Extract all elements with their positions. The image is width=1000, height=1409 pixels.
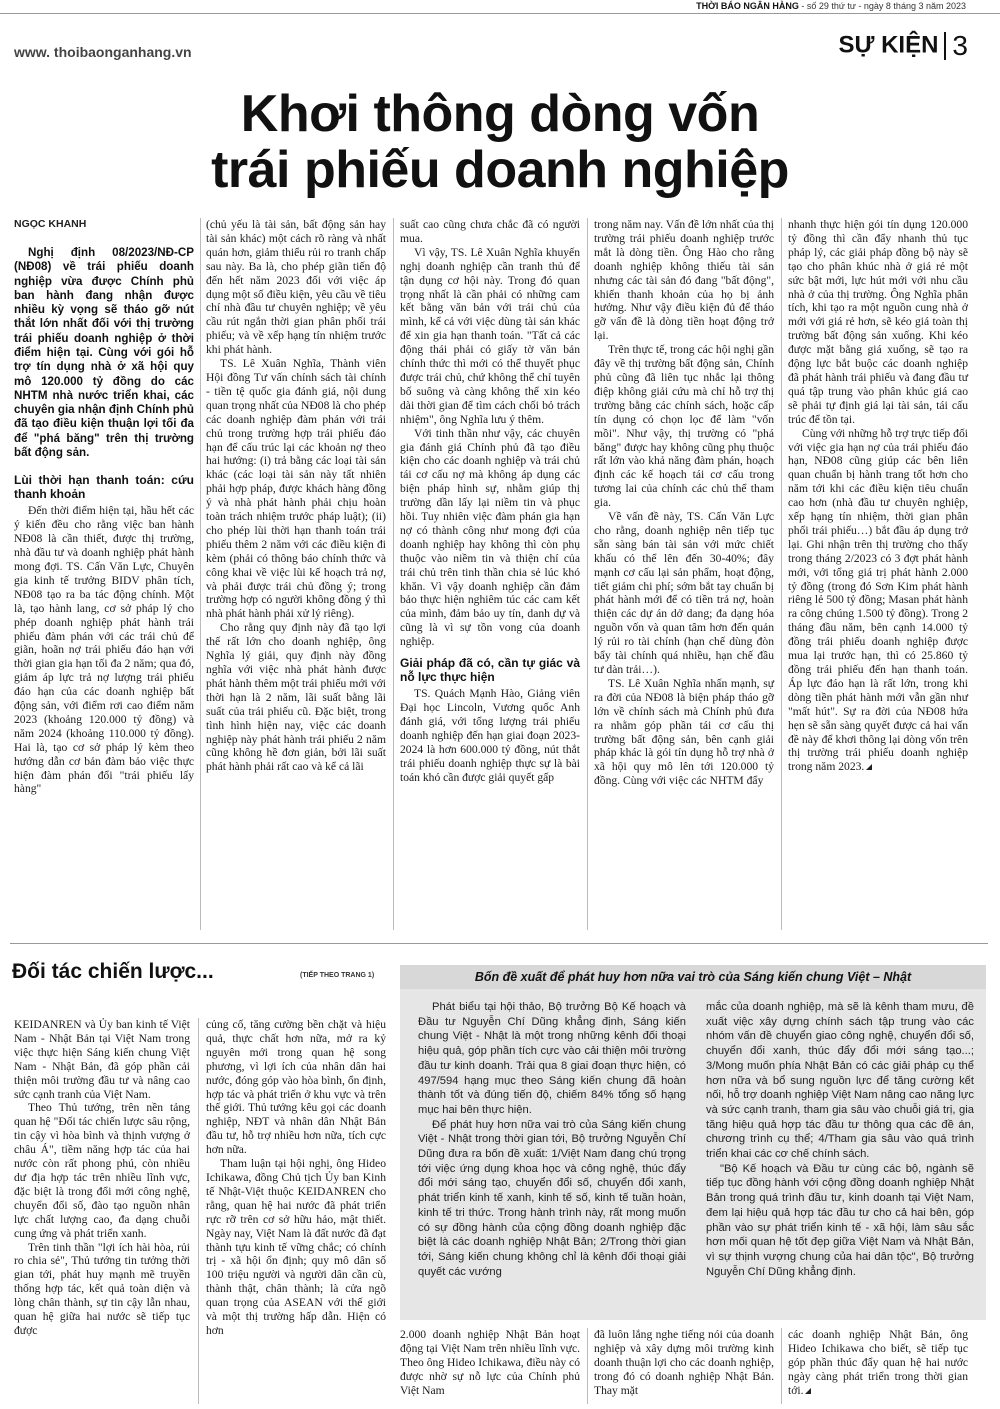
paragraph: suất cao cũng chưa chắc đã có người mua. <box>400 218 580 245</box>
paragraph: Cho rằng quy định này đã tạo lợi thế rất lớn cho doanh nghiệp, ông Nghĩa lý giải, quy định này đồng nghĩa với việc nhà phát hành được phát hành thêm một trái phiếu mới với thời hạn là 2 năm, lãi suất bằng lãi suất của trái phiếu cũ. Đặc biệt, trong tình hình hiện nay, việc các doanh nghiệp này phát hành trái phiếu 2 năm cũng không hề đơn giản, bởi lãi suất phát hành phải rất cao và kể cả lãi <box>206 621 386 774</box>
paragraph: Theo Thủ tướng, trên nền tảng quan hệ "Đối tác chiến lược sâu rộng, tin cậy vì hòa bình và thịnh vượng ở châu Á", tiềm năng hợp tác của hai nước còn rất phong phú, còn nhiều dư địa hợp tác trên nhiều lĩnh vực, đặc biệt là trong đổi mới công nghệ, chuyển đổi số, đào tạo nguồn nhân lực chất lượng cao, đa dạng chuỗi cung ứng và phát triển xanh. <box>14 1101 190 1240</box>
box-column-1 <box>418 1000 686 1279</box>
paragraph: Về vấn đề này, TS. Cấn Văn Lực cho rằng, doanh nghiệp nên tiếp tục sẵn sàng bán tài sản với mức chiết khấu có thể lên đến 30-40%; đây mạnh cơ cấu lại sản phẩm, hoạt động, tiết giảm chi phí; sớm bắt tay chuẩn bị phát hành mới để có tiền trả nợ, hoàn thiện các dự án dở dang; đa dạng hóa nguồn vốn và quan tâm hơn đến quản lý rủi ro tài chính (hạn chế dùng đòn bẩy tài chính quá nhiều, hạn chế đầu tư dàn trải…). <box>594 510 774 676</box>
paragraph: Tham luận tại hội nghị, ông Hideo Ichikawa, đồng Chủ tịch Ủy ban Kinh tế Nhật-Việt thuộc KEIDANREN cho rằng, quan hệ hai nước đã phát triển rực rỡ trên cơ sở hữu hảo, mật thiết. Ngày nay, Việt Nam là đất nước đã đạt thành tựu kinh tế vững chắc; có chính trị - xã hội ổn định; quy mô dân số 100 triệu người và người dân cần cù, thành thật, chân thành; là cửa ngõ quan trọng của ASEAN với thế giới và một thị trường hấp dẫn. Hiện có hơn <box>206 1157 386 1337</box>
publication-name: THỜI BÁO NGÂN HÀNG <box>696 1 799 11</box>
article-column-5 <box>788 218 968 774</box>
paragraph <box>788 427 968 775</box>
paragraph: mắc của doanh nghiệp, mà sẽ là kênh tham mưu, đề xuất việc xây dựng chính sách tập trung vào các nhóm vấn đề chuyển giao công nghệ, chuyển đổi số, chuyển đổi xanh, thúc đẩy đổi mới sáng tạo...; 3/Mong muốn phía Nhật Bản có các giải pháp cụ thể hơn nữa và bổ sung nguồn lực để tăng cường kết nối, hỗ trợ doanh nghiệp Việt Nam nâng cao năng lực và sức cạnh tranh, tham gia sâu vào chuỗi giá trị, gia tăng hiệu quả hợp tác đầu tư thông qua các đề án, chương trình cụ thể; 4/Tham gia sâu vào quá trình triển khai các cơ chế chính sách. <box>706 1001 974 1161</box>
paragraph: (chủ yếu là tài sản, bất động sản hay tài sản khác) một cách rõ ràng và nhất quán hơn, giảm thiểu rủi ro tranh chấp sau này. Ba là, cho phép giãn tiến độ đến hết năm 2023 đối với việc áp dụng một số điều kiện, yêu cầu về tiêu chí nhà đầu tư chuyên nghiệp; về yêu cầu rút ngắn thời gian phân phối trái phiếu; và về xếp hạng tín nhiệm trước khi phát hành. <box>206 218 386 357</box>
bottom-column-4 <box>594 1328 774 1398</box>
paragraph: Trên tinh thần "lợi ích hài hòa, rủi ro chia sẻ", Thủ tướng tin tưởng thời gian tới, phát huy mạnh mẽ truyền thống hợp tác, kết quả toàn diện và lòng chân thành, sự tin cậy lẫn nhau, quan hệ giữa hai nước sẽ tiếp tục được <box>14 1240 190 1337</box>
bottom-column-1 <box>14 1018 190 1338</box>
paragraph: củng cố, tăng cường bền chặt và hiệu quả, thực chất hơn nữa, mở ra kỷ nguyên mới trong quan hệ song phương, vì lợi ích của nhân dân hai nước, đóng góp vào hòa bình, ổn định, hợp tác và phát triển ở khu vực và trên thế giới. Thủ tướng kêu gọi các doanh nghiệp, NĐT và nhân dân Nhật Bản đầu tư, hỗ trợ nhiều hơn nữa, tích cực hơn nữa. <box>206 1018 386 1157</box>
end-triangle-icon <box>866 764 872 770</box>
paragraph: Phát biểu tại hội thảo, Bộ trưởng Bộ Kế hoạch và Đầu tư Nguyễn Chí Dũng khẳng định, Sáng kiến chung Việt - Nhật là một trong những kênh đối thoại hiệu quả, góp phần tích cực vào cải thiện môi trường đầu tư kinh doanh. Trải qua 8 giai đoạn thực hiện, có 497/594 hạng mục theo Sáng kiến chung đã hoàn thành tốt và đúng tiến độ, chiếm 84% tổng số hạng mục hai bên thực hiện. <box>418 1001 686 1116</box>
headline-line-1: Khơi thông dòng vốn <box>240 85 760 143</box>
bottom-column-5 <box>788 1328 968 1398</box>
column-rule <box>781 218 782 930</box>
continued-label: (TIẾP THEO TRANG 1) <box>300 972 375 979</box>
end-triangle-icon <box>805 1388 811 1394</box>
paragraph: Đến thời điểm hiện tại, hầu hết các ý kiến đều cho rằng việc ban hành NĐ08 là cần thiết, được thị trường, nhà đầu tư và doanh nghiệp phát hành mong đợi. TS. Cấn Văn Lực, Chuyên gia kinh tế trưởng BIDV phân tích, NĐ08 tạo ra ba tác động chính. Một là, tạo hành lang, cơ sở pháp lý cho phép doanh nghiệp phát hành trái phiếu đàm phán với các trái chủ để giãn, hoãn nợ trái phiếu đáo hạn với thời gian gia hạn tối đa 2 năm; qua đó, giảm áp lực trả nợ lượng trái phiếu đáo hạn của các doanh nghiệp bất động sản, với điểm rơi cao điểm năm 2023 (khoảng 120.000 tỷ đồng) và năm 2024 (khoảng 110.000 tỷ đồng). Hai là, tạo cơ sở pháp lý kèm theo hướng dẫn cơ bản đàm bảo việc thực hiện đàm phán đổi "trái phiếu lấy hàng" <box>14 504 194 796</box>
article-column-4 <box>594 218 774 788</box>
paragraph: trong năm nay. Vấn đề lớn nhất của thị trường trái phiếu doanh nghiệp trước mắt là dòng tiền. Ông Hào cho rằng doanh nghiệp không thiếu tài sản nhưng các tài sản đó đang "bất động", khiến thanh khoản của họ bị ảnh hưởng. Như vậy điều kiện đủ để tháo gỡ vấn đề là dòng tiền hoạt động trở lại. <box>594 218 774 343</box>
headline-line-2: trái phiếu doanh nghiệp <box>211 141 789 199</box>
section-separator <box>10 943 988 944</box>
column-rule <box>781 1328 782 1404</box>
paragraph: Vì vậy, TS. Lê Xuân Nghĩa khuyến nghị doanh nghiệp cần tranh thủ để tận dụng cơ hội này. Trong đó quan trọng nhất là cần phải có những cam kết bằng văn bản với trái chủ của mình, kể cả với việc dùng tài sản khác để xin gia hạn thanh toán. "Tất cả các động thái phải có giấy tờ văn bản chính thức thì mới có thể thuyết phục được trái chủ, chứ không thể chỉ tuyên bố suông và càng không thể xin kéo dài thời gian để tìm cách chối bỏ trách nhiệm", ông Nghĩa lưu ý thêm. <box>400 245 580 426</box>
bottom-column-3 <box>400 1328 580 1398</box>
issue-info <box>696 1 966 11</box>
subheading-1: Lùi thời hạn thanh toán: cứu thanh khoản <box>14 473 194 501</box>
paragraph: Với tinh thần như vậy, các chuyên gia đánh giá Chính phủ đã tạo điều kiện cho các doanh nghiệp và trái chủ tái cơ cấu nợ mà không áp dụng các biện pháp hình sự, nhằm giúp thị trường dần lấy lại niềm tin và phục hồi. Tuy nhiên việc đàm phán gia hạn nợ có thành công như mong đợi của doanh nghiệp hay không thì còn phụ thuộc vào niềm tin và thiện chí của trái chủ trên tinh thần chia sẻ lúc khó khăn. Vì vậy doanh nghiệp cần đảm bảo thực hiện nghiêm túc các cam kết của mình, đảm bảo uy tín, danh dự và cũng là vì sự tồn vong của doanh nghiệp. <box>400 426 580 649</box>
subheading-2: Giải pháp đã có, cần tự giác và nỗ lực thực hiện <box>400 656 580 684</box>
article-column-3 <box>400 218 580 784</box>
article-lead: Nghị định 08/2023/NĐ-CP (NĐ08) về trái phiếu doanh nghiệp vừa được Chính phủ ban hành đang nhận được nhiều kỳ vọng sẽ tháo gỡ nút thắt lớn nhất đối với thị trường trái phiếu doanh nghiệp ở thời điểm hiện tại. Cùng với gói hỗ trợ tín dụng nhà ở xã hội quy mô 120.000 tỷ đồng do các NHTM nhà nước triển khai, các chuyên gia nhận định Chính phủ đã tạo điều kiện thuận lợi tối đa để "phá băng" trên thị trường bất động sản. <box>14 245 194 460</box>
box-column-2 <box>706 1000 974 1279</box>
article-column-1 <box>14 218 194 796</box>
issue-text: - số 29 thứ tư - ngày 8 tháng 3 năm 2023 <box>801 1 966 11</box>
paragraph-text: các doanh nghiệp Nhật Bản, ông Hideo Ichikawa cho biết, sẽ tiếp tục góp phần thúc đẩy quan hệ hai nước ngày càng phát triển trong thời gian tới. <box>788 1328 968 1397</box>
bottom-article-title: Đối tác chiến lược... <box>12 960 214 983</box>
column-rule <box>200 218 201 930</box>
section-divider <box>944 32 946 60</box>
article-column-2 <box>206 218 386 774</box>
byline: NGỌC KHANH <box>14 218 87 230</box>
column-rule <box>587 218 588 930</box>
website-url: www. thoibaonganhang.vn <box>14 44 192 60</box>
paragraph: nhanh thực hiện gói tín dụng 120.000 tỷ đồng thì cần đẩy nhanh thủ tục pháp lý, các giải pháp đồng bộ này sẽ tạo cho phân khúc nhà ở giá rẻ một sức bật mới, lực hút mới với nhu cầu nhà ở của thị trường. Ông Nghĩa phân tích, khi tạo ra một nguồn cung nhà ở mới với giá rẻ hơn, sẽ kéo giá toàn thị trường bất động sản xuống. Khi kéo được mặt bằng giá xuống, sẽ tạo ra động lực bắt buộc các doanh nghiệp đã phát hành trái phiếu và đang đầu tư quá tập trung vào phân khúc giá cao sẽ phải tự định giá lại tài sản, tái cấu trúc để tồn tại. <box>788 218 968 426</box>
paragraph: TS. Lê Xuân Nghĩa, Thành viên Hội đồng Tư vấn chính sách tài chính - tiền tệ quốc gia đánh giá, nội dung quan trọng nhất của NĐ08 là cho phép các doanh nghiệp đàm phán với trái chủ trong trường hợp trái phiếu đáo hạn để cấu trúc lại các khoản nợ theo hai hướng: (i) trả bằng các loại tài sản khác (các loại tài sản này tất nhiên phải hợp pháp, được khách hàng đồng ý và nhà phát hành phải chịu hoàn toàn trách nhiệm trước pháp luật); (ii) cho phép lùi thời hạn thanh toán trái phiếu thêm 2 năm với các điều kiện đi kèm (phải có thông báo chính thức và công khai về việc lùi kế hoạch trả nợ, và phải được trái chủ đồng ý; trong trường hợp có người không đồng ý thì nhà phát hành phải xử lý riêng). <box>206 357 386 621</box>
paragraph: Để phát huy hơn nữa vai trò của Sáng kiến chung Việt - Nhật trong thời gian tới, Bộ trưởng Nguyễn Chí Dũng đưa ra bốn đề xuất: 1/Việt Nam đang chú trọng tới việc ứng dụng khoa học và công nghệ, thúc đẩy đổi mới sáng tạo, chuyển đổi số, chuyển đổi xanh, phát triển kinh tế xanh, kinh tế số, kinh tế tuần hoàn, kinh tế tri thức. Trong hành trình này, rất mong muốn có sự đồng hành của cộng đồng doanh nghiệp đặc biệt là các doanh nghiệp Nhật Bản; 2/Trong thời gian tới, Sáng kiến chung không chỉ là kênh đối thoại giải quyết các vướng <box>418 1118 686 1278</box>
column-rule <box>393 218 394 930</box>
paragraph: "Bộ Kế hoạch và Đầu tư cùng các bộ, ngành sẽ tiếp tục đồng hành với cộng đồng doanh nghiệp Nhật Bản trong quá trình đầu tư, kinh doanh tại Việt Nam, đem lại hiệu quả hợp tác đầu tư cho cả hai bên, góp phần vào sự phát triển kinh tế - xã hội, làm sâu sắc hơn mối quan hệ tốt đẹp giữa Việt Nam và Nhật Bản, vì sự thịnh vượng chung của hai dân tộc", Bộ trưởng Nguyễn Chí Dũng khẳng định. <box>706 1162 974 1278</box>
box-title: Bốn đề xuất để phát huy hơn nữa vai trò của Sáng kiến chung Việt – Nhật <box>400 965 986 989</box>
paragraph: TS. Quách Mạnh Hào, Giảng viên Đại học Lincoln, Vương quốc Anh đánh giá, với tổng lượng trái phiếu doanh nghiệp đến hạn giai đoạn 2023-2024 là hơn 600.000 tỷ đồng, nút thắt trái phiếu doanh nghiệp thực sự là bài toán khó cần được giải quyết gấp <box>400 687 580 784</box>
paragraph <box>788 1328 968 1398</box>
paragraph: 2.000 doanh nghiệp Nhật Bản hoạt động tại Việt Nam trên nhiều lĩnh vực. Theo ông Hideo Ichikawa, điều này có được nhờ sự nỗ lực của Chính phủ Việt Nam <box>400 1328 580 1397</box>
article-headline <box>100 86 900 198</box>
page-number: 3 <box>952 30 968 61</box>
paragraph-text: Cùng với những hỗ trợ trực tiếp đối với việc gia hạn nợ của trái phiếu đáo hạn, NĐ08 cũng giúp các bên liên quan chuẩn bị hành trang tốt hơn cho năm tới khi các điều kiện tiêu chuẩn cao hơn (nhà đầu tư chuyên nghiệp, xếp hạng tín nhiệm, thời gian phân phối trái phiếu…) bắt đầu áp dụng trở lại. Ghi nhận trên thị trường cho thấy trong tháng 2/2023 có 3 đợt phát hành mới, với tổng giá trị phát hành 2.000 tỷ đồng (trong đó Sơn Kim phát hành riêng lẻ 500 tỷ đồng; Masan phát hành ra công chúng 1.500 tỷ đồng). Trong 2 tháng đầu năm, bên cạnh 14.000 tỷ đồng trái phiếu doanh nghiệp được mua lại trước hạn, thì có 25.860 tỷ đồng trái phiếu đến hạn thanh toán. Áp lực đáo hạn là rất lớn, trong khi dòng tiền phát hành mới vẫn gần như "mất hút". Sự ra đời của NĐ08 hứa hẹn sẽ sẵn sàng quyết được cả hai vấn đề này để khơi thông lại dòng vốn trên thị trường trái phiếu doanh nghiệp trong năm 2023. <box>788 426 968 774</box>
top-rule <box>0 13 1000 14</box>
top-bar <box>0 0 1000 14</box>
section-label <box>838 30 968 62</box>
paragraph: KEIDANREN và Ủy ban kinh tế Việt Nam - Nhật Bản tại Việt Nam trong việc thực hiện Sáng kiến chung Việt Nam - Nhật Bản, đã góp phần cải thiện môi trường đầu tư và nâng cao sức cạnh tranh của Việt Nam. <box>14 1018 190 1101</box>
paragraph: TS. Lê Xuân Nghĩa nhấn mạnh, sự ra đời của NĐ08 là biện pháp tháo gỡ lớn về chính sách mà Chính phủ đưa ra nhằm góp phần tái cơ cấu thị trường bất động sản, bên cạnh giải pháp khác là gói tín dụng hỗ trợ nhà ở xã hội quy mô lên tới 120.000 tỷ đồng. Cùng với việc các NHTM đẩy <box>594 676 774 788</box>
column-rule <box>198 1018 199 1404</box>
section-name: SỰ KIỆN <box>838 31 939 59</box>
column-rule <box>587 1328 588 1404</box>
bottom-column-2 <box>206 1018 386 1338</box>
paragraph: đã luôn lắng nghe tiếng nói của doanh nghiệp và xây dựng môi trường kinh doanh thuận lợi cho các doanh nghiệp, trong đó có doanh nghiệp Nhật Bản. Thay mặt <box>594 1328 774 1397</box>
paragraph: Trên thực tế, trong các hội nghị gần đây về thị trường bất động sản, Chính phủ cũng đã liên tục nhắc lại thông điệp không giải cứu mà chỉ hỗ trợ thị trường bằng các chính sách, hoặc cấp tín dụng có chọn lọc để làm "vốn mồi". Như vậy, thị trường có "phá băng" được hay không cũng phụ thuộc rất lớn vào khả năng đàm phán, hoạch định các kế hoạch tái cơ cấu trong tương lai của chính các chủ thể tham gia. <box>594 343 774 510</box>
